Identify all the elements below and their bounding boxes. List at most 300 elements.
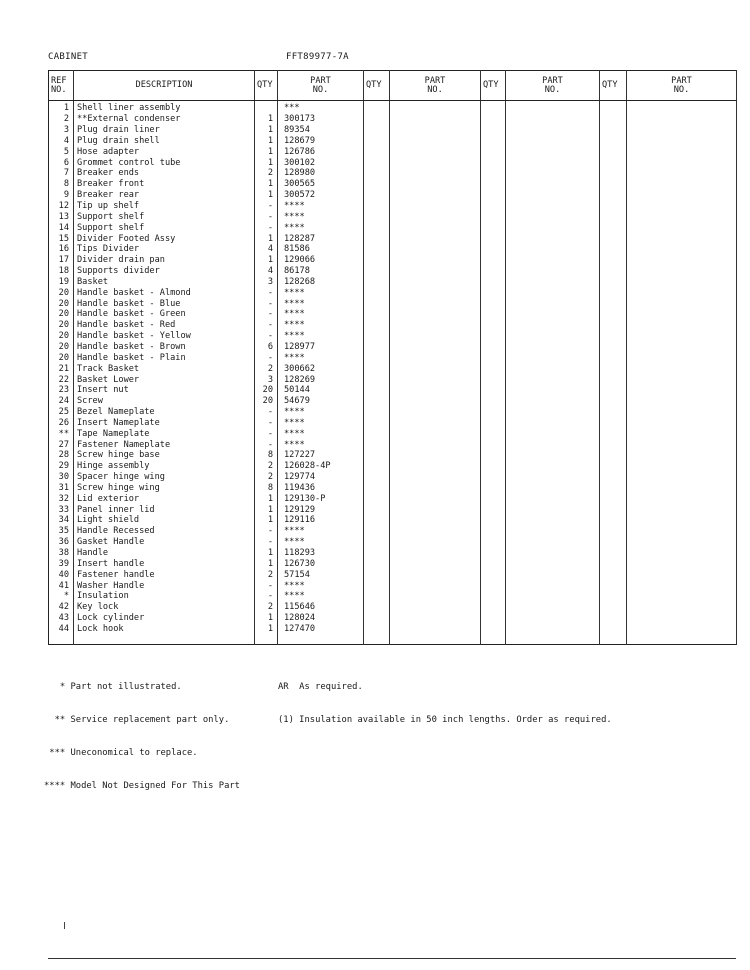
description-cell: Grommet control tube — [74, 157, 255, 168]
part-number-cell — [506, 504, 600, 515]
qty-cell — [600, 461, 627, 472]
part-number-cell — [627, 320, 737, 331]
part-number-cell — [506, 233, 600, 244]
qty-cell — [481, 493, 506, 504]
qty-cell — [481, 168, 506, 179]
qty-cell — [600, 537, 627, 548]
part-number-cell — [627, 157, 737, 168]
part-number-cell — [390, 407, 481, 418]
ref-cell: 42 — [49, 602, 74, 613]
ref-cell: 23 — [49, 385, 74, 396]
table-row — [49, 222, 737, 233]
qty-cell — [600, 320, 627, 331]
qty-cell: - — [255, 580, 278, 591]
description-cell: Support shelf — [74, 211, 255, 222]
table-row — [49, 146, 737, 157]
qty-cell: 2 — [255, 472, 278, 483]
part-number-cell — [390, 428, 481, 439]
part-number-cell — [627, 439, 737, 450]
qty-cell — [481, 287, 506, 298]
qty-cell — [600, 201, 627, 212]
qty-cell — [600, 450, 627, 461]
part-number-cell — [390, 157, 481, 168]
description-cell: Gasket Handle — [74, 537, 255, 548]
table-row — [49, 179, 737, 190]
qty-cell — [481, 363, 506, 374]
table-row — [49, 363, 737, 374]
part-number-cell — [390, 114, 481, 125]
ref-cell: 1 — [49, 101, 74, 114]
part-number-cell — [627, 526, 737, 537]
table-row — [49, 244, 737, 255]
qty-cell — [364, 266, 390, 277]
part-number-cell — [506, 190, 600, 201]
description-cell: Screw hinge base — [74, 450, 255, 461]
description-cell: Handle basket - Green — [74, 309, 255, 320]
qty-cell: 1 — [255, 548, 278, 559]
qty-cell: 3 — [255, 277, 278, 288]
qty-cell — [364, 352, 390, 363]
description-cell: Insulation — [74, 591, 255, 602]
qty-cell: 20 — [255, 396, 278, 407]
ref-cell: 5 — [49, 146, 74, 157]
qty-cell — [600, 363, 627, 374]
part-number-cell — [506, 526, 600, 537]
part-number-cell — [390, 320, 481, 331]
qty-cell: 1 — [255, 624, 278, 635]
part-number-cell — [506, 472, 600, 483]
qty-cell: 1 — [255, 233, 278, 244]
col-header-part: PART NO. — [627, 71, 737, 101]
qty-cell — [364, 407, 390, 418]
description-cell: Fastener Nameplate — [74, 439, 255, 450]
part-number-cell: 126730 — [278, 558, 364, 569]
table-row — [49, 396, 737, 407]
qty-cell — [600, 101, 627, 114]
table-row — [49, 385, 737, 396]
part-number-cell — [390, 146, 481, 157]
qty-cell — [481, 548, 506, 559]
col-header-part: PART NO. — [506, 71, 600, 101]
part-number-cell — [506, 558, 600, 569]
ref-cell: 20 — [49, 309, 74, 320]
part-number-cell — [390, 190, 481, 201]
part-number-cell — [506, 569, 600, 580]
description-cell: Divider drain pan — [74, 255, 255, 266]
description-cell: Washer Handle — [74, 580, 255, 591]
part-number-cell — [390, 101, 481, 114]
part-number-cell — [390, 298, 481, 309]
part-number-cell: **** — [278, 309, 364, 320]
part-number-cell — [390, 168, 481, 179]
table-row — [49, 320, 737, 331]
ref-cell: 35 — [49, 526, 74, 537]
ref-cell: 9 — [49, 190, 74, 201]
table-row — [49, 493, 737, 504]
table-row — [49, 613, 737, 624]
part-number-cell — [506, 461, 600, 472]
qty-cell — [364, 493, 390, 504]
part-number-cell — [390, 396, 481, 407]
qty-cell — [364, 168, 390, 179]
ref-cell: 2 — [49, 114, 74, 125]
qty-cell — [364, 244, 390, 255]
part-number-cell — [390, 211, 481, 222]
part-number-cell — [627, 179, 737, 190]
qty-cell — [481, 374, 506, 385]
part-number-cell: 300662 — [278, 363, 364, 374]
description-cell: Screw — [74, 396, 255, 407]
table-row — [49, 472, 737, 483]
qty-cell — [364, 298, 390, 309]
empty-cell — [49, 634, 74, 645]
part-number-cell — [506, 363, 600, 374]
part-number-cell — [627, 504, 737, 515]
qty-cell — [600, 407, 627, 418]
part-number-cell — [390, 493, 481, 504]
page-tick-mark — [64, 922, 65, 929]
part-number-cell: 128287 — [278, 233, 364, 244]
part-number-cell — [506, 591, 600, 602]
part-number-cell — [506, 101, 600, 114]
qty-cell: 8 — [255, 483, 278, 494]
qty-cell: 2 — [255, 363, 278, 374]
description-cell: Handle basket - Almond — [74, 287, 255, 298]
part-number-cell: 126028-4P — [278, 461, 364, 472]
qty-cell: - — [255, 320, 278, 331]
qty-cell — [600, 287, 627, 298]
ref-cell: 19 — [49, 277, 74, 288]
ref-cell: 22 — [49, 374, 74, 385]
ref-cell: ** — [49, 428, 74, 439]
ref-cell: 21 — [49, 363, 74, 374]
part-number-cell — [506, 580, 600, 591]
part-number-cell — [627, 125, 737, 136]
description-cell: Bezel Nameplate — [74, 407, 255, 418]
part-number-cell: **** — [278, 537, 364, 548]
part-number-cell — [506, 136, 600, 147]
part-number-cell — [390, 136, 481, 147]
qty-cell — [600, 374, 627, 385]
description-cell: Plug drain shell — [74, 136, 255, 147]
part-number-cell — [390, 363, 481, 374]
table-row — [49, 168, 737, 179]
qty-cell — [255, 101, 278, 114]
description-cell: Track Basket — [74, 363, 255, 374]
footnote: *** Uneconomical to replace. — [44, 748, 198, 758]
description-cell: Handle basket - Brown — [74, 342, 255, 353]
part-number-cell: 127470 — [278, 624, 364, 635]
qty-cell — [481, 157, 506, 168]
qty-cell: - — [255, 526, 278, 537]
qty-cell — [600, 558, 627, 569]
description-cell: Lid exterior — [74, 493, 255, 504]
qty-cell: 6 — [255, 342, 278, 353]
qty-cell — [600, 602, 627, 613]
part-number-cell: 300565 — [278, 179, 364, 190]
part-number-cell: **** — [278, 320, 364, 331]
part-number-cell — [390, 125, 481, 136]
qty-cell: 4 — [255, 266, 278, 277]
footnote: (1) Insulation available in 50 inch lengths. Order as required. — [278, 715, 612, 725]
part-number-cell: **** — [278, 352, 364, 363]
ref-cell: 39 — [49, 558, 74, 569]
part-number-cell — [390, 266, 481, 277]
part-number-cell: 128977 — [278, 342, 364, 353]
description-cell: Insert handle — [74, 558, 255, 569]
qty-cell: 1 — [255, 125, 278, 136]
ref-cell: 8 — [49, 179, 74, 190]
part-number-cell — [627, 461, 737, 472]
part-number-cell — [506, 157, 600, 168]
qty-cell: - — [255, 222, 278, 233]
part-number-cell: **** — [278, 287, 364, 298]
qty-cell — [364, 136, 390, 147]
empty-cell — [390, 634, 481, 645]
qty-cell: 2 — [255, 168, 278, 179]
qty-cell — [364, 211, 390, 222]
qty-cell — [481, 483, 506, 494]
col-header-description: DESCRIPTION — [74, 71, 255, 101]
ref-cell: 32 — [49, 493, 74, 504]
qty-cell — [481, 342, 506, 353]
part-number-cell: 300572 — [278, 190, 364, 201]
qty-cell — [600, 157, 627, 168]
part-number-cell: 81586 — [278, 244, 364, 255]
qty-cell — [364, 146, 390, 157]
table-row — [49, 101, 737, 114]
qty-cell: 1 — [255, 493, 278, 504]
empty-cell — [74, 634, 255, 645]
part-number-cell — [390, 277, 481, 288]
part-number-cell — [390, 602, 481, 613]
qty-cell — [600, 233, 627, 244]
footnote: **** Model Not Designed For This Part — [44, 781, 240, 791]
qty-cell: 1 — [255, 558, 278, 569]
part-number-cell — [390, 179, 481, 190]
part-number-cell — [627, 190, 737, 201]
part-number-cell — [390, 309, 481, 320]
ref-cell: 43 — [49, 613, 74, 624]
part-number-cell — [506, 320, 600, 331]
part-number-cell — [627, 591, 737, 602]
table-row — [49, 201, 737, 212]
part-number-cell — [506, 277, 600, 288]
qty-cell — [481, 602, 506, 613]
qty-cell — [364, 363, 390, 374]
part-number-cell — [627, 146, 737, 157]
qty-cell: 4 — [255, 244, 278, 255]
table-row — [49, 157, 737, 168]
part-number-cell: **** — [278, 201, 364, 212]
part-number-cell — [390, 352, 481, 363]
part-number-cell: 128679 — [278, 136, 364, 147]
table-row — [49, 352, 737, 363]
qty-cell — [364, 233, 390, 244]
ref-cell: 28 — [49, 450, 74, 461]
part-number-cell — [390, 537, 481, 548]
table-row — [49, 504, 737, 515]
qty-cell — [364, 450, 390, 461]
qty-cell: - — [255, 298, 278, 309]
table-row — [49, 483, 737, 494]
empty-cell — [278, 634, 364, 645]
part-number-cell — [390, 613, 481, 624]
qty-cell — [481, 125, 506, 136]
qty-cell — [600, 136, 627, 147]
table-row — [49, 515, 737, 526]
qty-cell — [600, 168, 627, 179]
table-row — [49, 233, 737, 244]
description-cell: Fastener handle — [74, 569, 255, 580]
table-row — [49, 558, 737, 569]
table-row — [49, 342, 737, 353]
description-cell: Basket Lower — [74, 374, 255, 385]
qty-cell — [600, 114, 627, 125]
qty-cell — [481, 309, 506, 320]
qty-cell — [364, 526, 390, 537]
table-row — [49, 428, 737, 439]
part-number-cell — [506, 407, 600, 418]
part-number-cell — [506, 493, 600, 504]
part-number-cell: 127227 — [278, 450, 364, 461]
qty-cell — [481, 244, 506, 255]
part-number-cell — [506, 266, 600, 277]
part-number-cell — [506, 114, 600, 125]
ref-cell: 34 — [49, 515, 74, 526]
qty-cell: - — [255, 211, 278, 222]
part-number-cell: 128980 — [278, 168, 364, 179]
ref-cell: 33 — [49, 504, 74, 515]
ref-cell: 16 — [49, 244, 74, 255]
qty-cell — [481, 298, 506, 309]
part-number-cell: **** — [278, 526, 364, 537]
qty-cell: 2 — [255, 461, 278, 472]
part-number-cell: 57154 — [278, 569, 364, 580]
ref-cell: 20 — [49, 342, 74, 353]
part-number-cell — [390, 255, 481, 266]
qty-cell: 1 — [255, 114, 278, 125]
part-number-cell: *** — [278, 101, 364, 114]
qty-cell — [364, 504, 390, 515]
description-cell: Screw hinge wing — [74, 483, 255, 494]
qty-cell — [600, 266, 627, 277]
part-number-cell — [627, 309, 737, 320]
part-number-cell — [627, 101, 737, 114]
ref-cell: 15 — [49, 233, 74, 244]
qty-cell: - — [255, 201, 278, 212]
part-number-cell — [390, 504, 481, 515]
part-number-cell — [506, 146, 600, 157]
model-number: FFT89977-7A — [286, 52, 349, 62]
table-body — [49, 101, 737, 645]
description-cell: Breaker front — [74, 179, 255, 190]
table-row — [49, 309, 737, 320]
qty-cell — [364, 591, 390, 602]
qty-cell — [600, 439, 627, 450]
part-number-cell: **** — [278, 591, 364, 602]
part-number-cell — [506, 537, 600, 548]
part-number-cell — [627, 114, 737, 125]
description-cell: Lock hook — [74, 624, 255, 635]
part-number-cell: 86178 — [278, 266, 364, 277]
qty-cell — [364, 385, 390, 396]
part-number-cell — [627, 613, 737, 624]
part-number-cell — [627, 602, 737, 613]
qty-cell — [481, 320, 506, 331]
part-number-cell — [627, 537, 737, 548]
empty-cell — [506, 634, 600, 645]
qty-cell: - — [255, 287, 278, 298]
qty-cell — [364, 342, 390, 353]
ref-cell: 26 — [49, 417, 74, 428]
description-cell: Breaker ends — [74, 168, 255, 179]
description-cell: Supports divider — [74, 266, 255, 277]
part-number-cell — [627, 277, 737, 288]
ref-cell: 40 — [49, 569, 74, 580]
qty-cell — [600, 613, 627, 624]
qty-cell — [600, 277, 627, 288]
part-number-cell — [506, 428, 600, 439]
part-number-cell — [627, 342, 737, 353]
part-number-cell — [506, 483, 600, 494]
qty-cell — [364, 309, 390, 320]
table-row — [49, 190, 737, 201]
ref-cell: 25 — [49, 407, 74, 418]
empty-cell — [600, 634, 627, 645]
ref-cell: 17 — [49, 255, 74, 266]
table-row — [49, 211, 737, 222]
qty-cell — [600, 548, 627, 559]
part-number-cell: **** — [278, 298, 364, 309]
part-number-cell — [390, 439, 481, 450]
part-number-cell — [627, 331, 737, 342]
part-number-cell: **** — [278, 580, 364, 591]
qty-cell — [364, 548, 390, 559]
col-header-qty: QTY — [255, 71, 278, 101]
footnote: AR As required. — [278, 682, 363, 692]
qty-cell — [600, 569, 627, 580]
table-row — [49, 602, 737, 613]
part-number-cell — [627, 428, 737, 439]
part-number-cell: 89354 — [278, 125, 364, 136]
part-number-cell — [390, 558, 481, 569]
part-number-cell: **** — [278, 331, 364, 342]
part-number-cell — [390, 385, 481, 396]
ref-cell: 29 — [49, 461, 74, 472]
qty-cell — [600, 428, 627, 439]
col-header-qty: QTY — [364, 71, 390, 101]
col-header-qty: QTY — [600, 71, 627, 101]
qty-cell — [600, 515, 627, 526]
table-header-row — [49, 71, 737, 101]
part-number-cell — [627, 255, 737, 266]
part-number-cell: 129066 — [278, 255, 364, 266]
qty-cell — [600, 211, 627, 222]
part-number-cell — [506, 450, 600, 461]
section-title: CABINET — [48, 52, 89, 62]
table-row — [49, 125, 737, 136]
description-cell: Handle Recessed — [74, 526, 255, 537]
qty-cell — [600, 526, 627, 537]
part-number-cell: 128024 — [278, 613, 364, 624]
part-number-cell — [627, 417, 737, 428]
ref-cell: 27 — [49, 439, 74, 450]
part-number-cell — [390, 580, 481, 591]
part-number-cell — [506, 613, 600, 624]
description-cell: Lock cylinder — [74, 613, 255, 624]
qty-cell — [481, 461, 506, 472]
